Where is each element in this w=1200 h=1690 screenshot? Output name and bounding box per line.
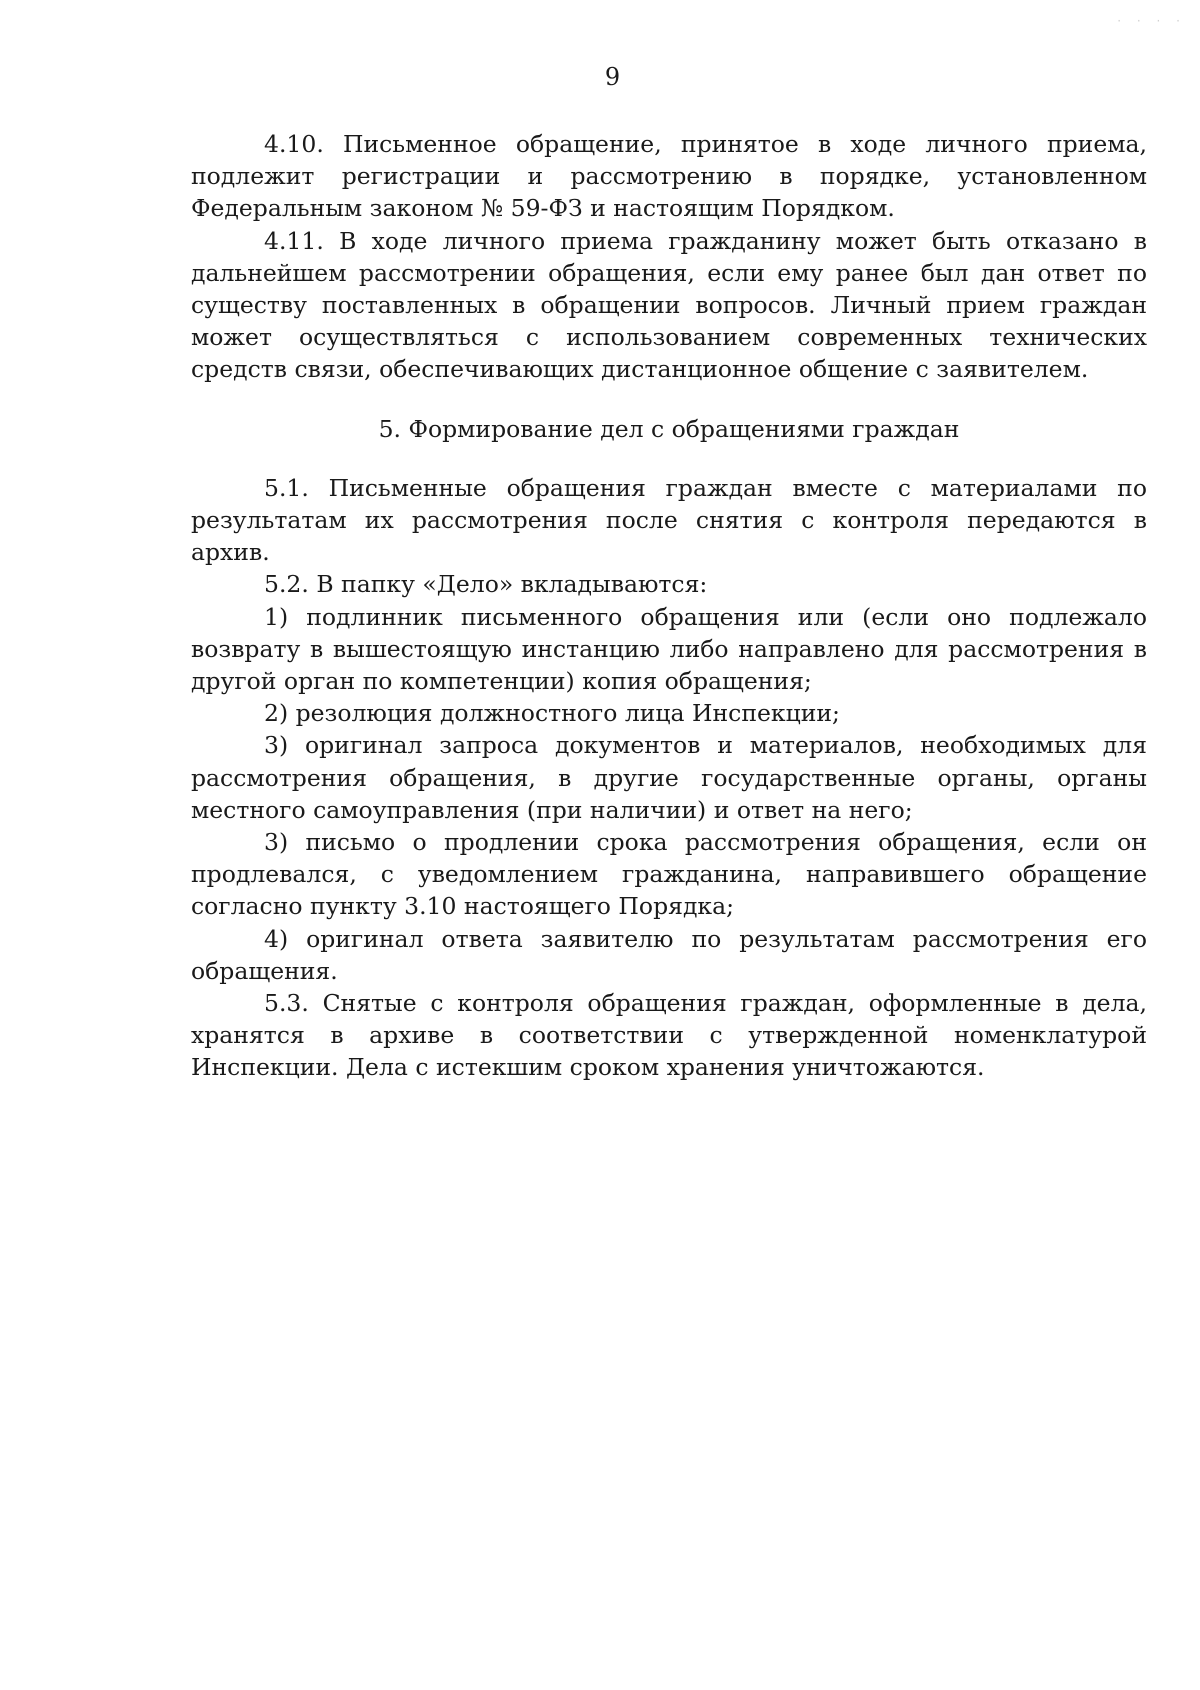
list-item-3a: 3) оригинал запроса документов и материалов, необходимых для рассмотрения обращения, в другие государственные органы, органы местного самоуправления (при наличии) и ответ на него; (191, 731, 1147, 824)
paragraph-4-11: 4.11. В ходе личного приема гражданину может быть отказано в дальнейшем рассмотрении обращения, если ему ранее был дан ответ по существу поставленных в обращении вопросов. Личный прием граждан может осуществляться с использованием современных технических средств связи, обеспечивающих дистанционное общение с заявителем. (191, 226, 1147, 384)
list-item-2: 2) резолюция должностного лица Инспекции; (264, 699, 840, 728)
paragraph-4-10: 4.10. Письменное обращение, принятое в ходе личного приема, подлежит регистрации и рассмотрению в порядке, установленном Федеральным законом № 59-ФЗ и настоящим Порядком. (191, 130, 1147, 223)
paragraph-5-3: 5.3. Снятые с контроля обращения граждан, оформленные в дела, хранятся в архиве в соответствии с утвержденной номенклатурой Инспекции. Дела с истекшим сроком хранения уничтожаются. (191, 989, 1147, 1082)
spacer (191, 386, 1147, 413)
spacer (191, 445, 1147, 472)
scan-artifact: · · · · (1117, 14, 1186, 28)
list-item-4: 4) оригинал ответа заявителю по результатам рассмотрения его обращения. (191, 924, 1147, 985)
section-heading: 5. Формирование дел с обращениями граждан (378, 414, 960, 443)
paragraph-5-1: 5.1. Письменные обращения граждан вместе с материалами по результатам их рассмотрения после снятия с контроля передаются в архив. (191, 473, 1147, 567)
list-item-3b: 3) письмо о продлении срока рассмотрения обращения, если он продлевался, с уведомлением гражданина, направившего обращение согласно пункту 3.10 настоящего Порядка; (191, 828, 1147, 921)
list-item-1: 1) подлинник письменного обращения или (если оно подлежало возврату в вышестоящую инстанцию либо направлено для рассмотрения в другой орган по компетенции) копия обращения; (191, 602, 1147, 696)
document-body (191, 128, 1147, 1084)
page-number: 9 (604, 63, 621, 91)
paragraph-5-2: 5.2. В папку «Дело» вкладываются: (264, 570, 708, 599)
